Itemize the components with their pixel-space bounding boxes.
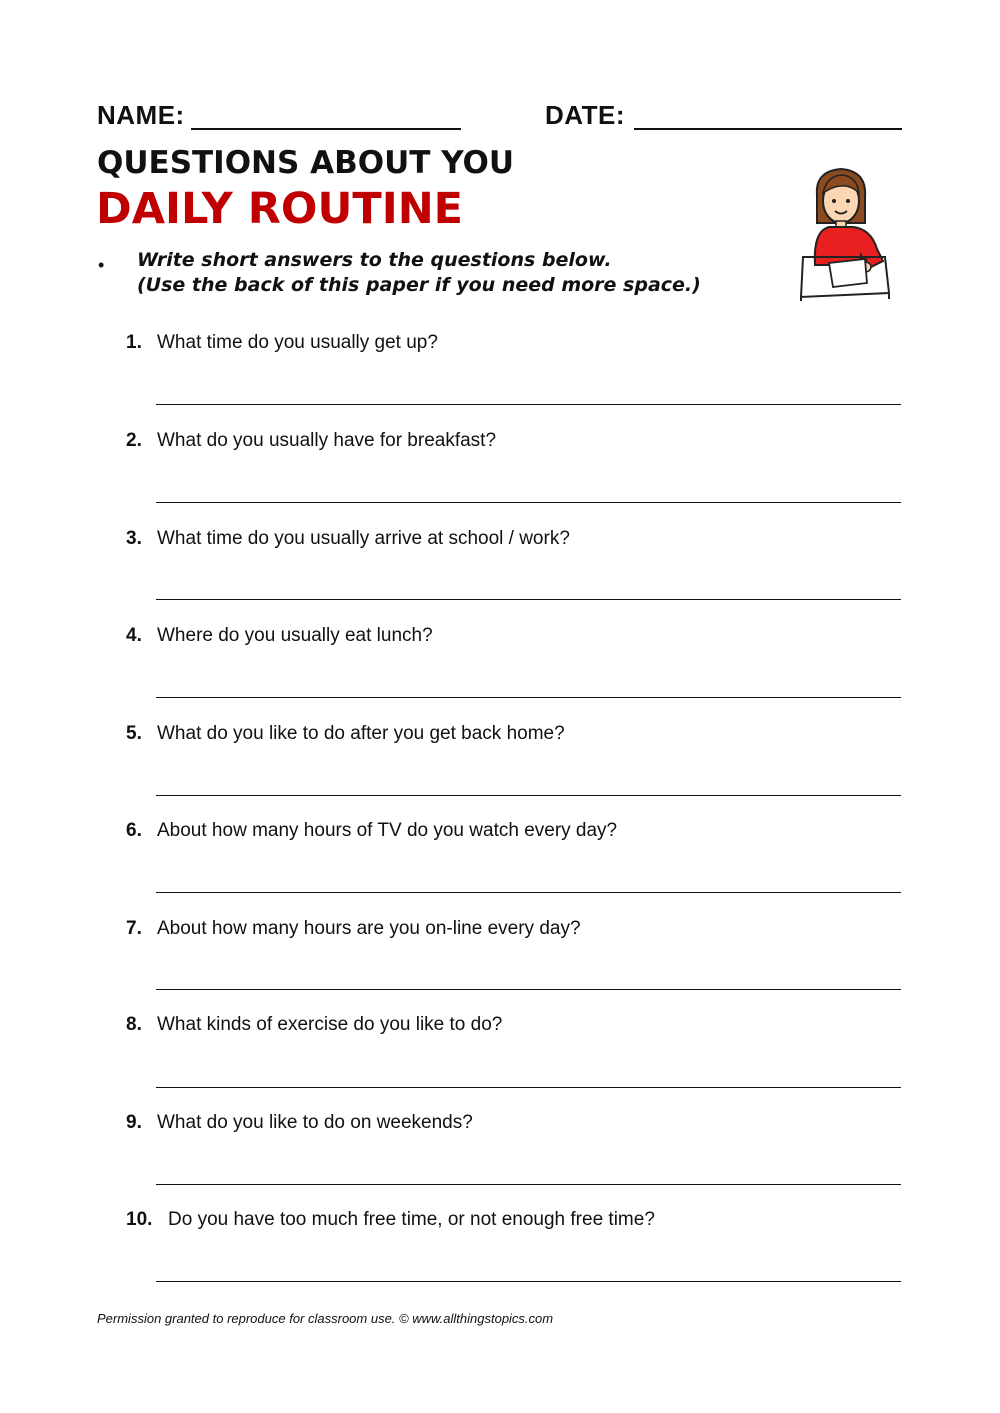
question-number: 7. [126, 918, 142, 939]
answer-line[interactable] [156, 892, 901, 893]
date-label: DATE: [545, 100, 626, 130]
question-text: What kinds of exercise do you like to do? [157, 1014, 503, 1035]
question-text: Do you have too much free time, or not enough free time? [168, 1209, 655, 1230]
question-number: 3. [126, 528, 142, 549]
answer-line[interactable] [156, 1184, 901, 1185]
name-field[interactable] [191, 128, 461, 130]
question-text: What time do you usually get up? [157, 332, 438, 353]
question-text: About how many hours of TV do you watch every day? [157, 820, 618, 841]
question-text: What time do you usually arrive at school / work? [157, 528, 570, 549]
question-number: 9. [126, 1112, 142, 1133]
question-number: 10. [126, 1209, 153, 1230]
name-label: NAME: [97, 100, 185, 130]
question-number: 5. [126, 723, 142, 744]
question-text: What do you like to do on weekends? [157, 1112, 473, 1133]
date-field[interactable] [634, 128, 902, 130]
question-text: Where do you usually eat lunch? [157, 625, 433, 646]
worksheet-title: DAILY ROUTINE [96, 184, 464, 234]
instruction-bullet: • [98, 255, 105, 275]
worksheet-heading: QUESTIONS ABOUT YOU [97, 145, 515, 181]
answer-line[interactable] [156, 1087, 901, 1088]
question-text: What do you usually have for breakfast? [157, 430, 497, 451]
answer-line[interactable] [156, 502, 901, 503]
answer-line[interactable] [156, 1281, 901, 1282]
answer-line[interactable] [156, 795, 901, 796]
question-number: 1. [126, 332, 142, 353]
instructions-text [137, 248, 701, 298]
instruction-line-1: Write short answers to the questions below. [137, 249, 612, 271]
question-number: 8. [126, 1014, 142, 1035]
answer-line[interactable] [156, 404, 901, 405]
instruction-line-2: (Use the back of this paper if you need more space.) [137, 274, 701, 296]
question-number: 6. [126, 820, 142, 841]
question-number: 2. [126, 430, 142, 451]
answer-line[interactable] [156, 697, 901, 698]
answer-line[interactable] [156, 599, 901, 600]
girl-writing-at-desk-icon [795, 165, 895, 305]
question-text: What do you like to do after you get back home? [157, 723, 565, 744]
question-number: 4. [126, 625, 142, 646]
answer-line[interactable] [156, 989, 901, 990]
copyright-footer: Permission granted to reproduce for classroom use. © www.allthingstopics.com [97, 1311, 554, 1326]
question-text: About how many hours are you on-line every day? [157, 918, 581, 939]
